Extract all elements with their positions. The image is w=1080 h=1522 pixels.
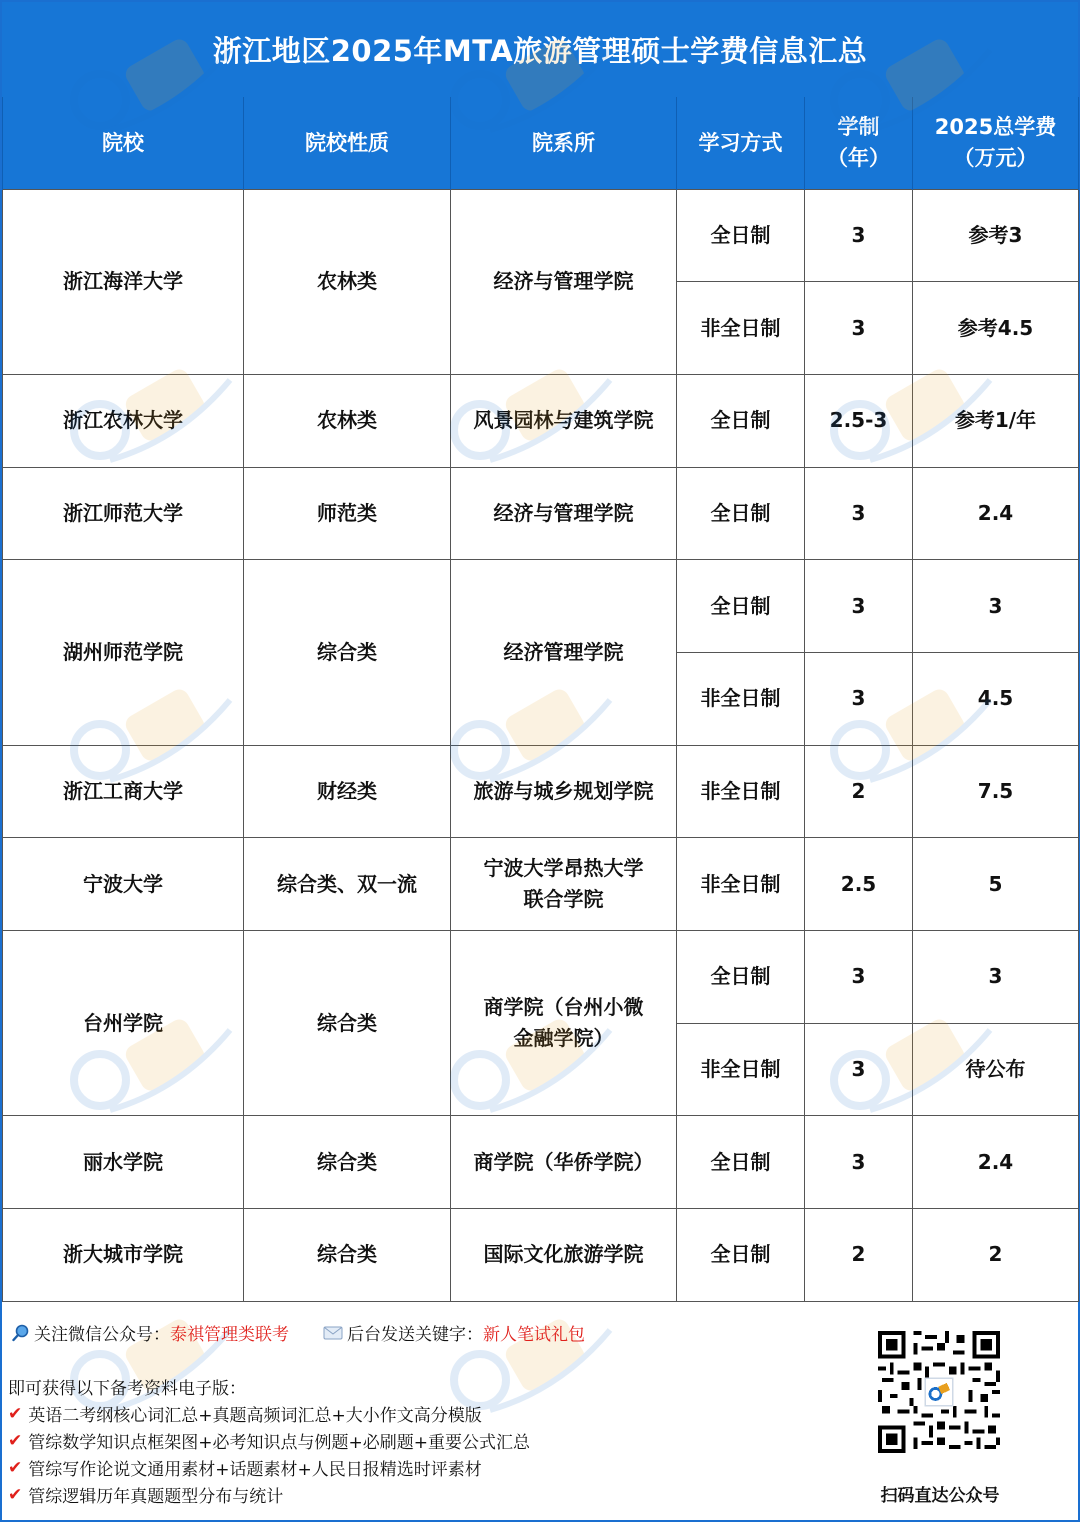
follow-label: 关注微信公众号： <box>34 1325 170 1345</box>
table-row <box>3 931 1079 1024</box>
cell-fee: 参考4.5 <box>913 282 1079 375</box>
list-item: ✔ 英语二考纲核心词汇总+真题高频词汇总+大小作文高分模版 <box>8 1403 482 1426</box>
cell-mode: 全日制 <box>677 560 805 653</box>
send-label: 后台发送关键字： <box>347 1325 483 1345</box>
cell-fee: 参考1/年 <box>913 374 1079 467</box>
cell-school: 湖州师范学院 <box>3 560 244 745</box>
header-dept: 院系所 <box>451 97 677 189</box>
cell-mode: 非全日制 <box>677 652 805 745</box>
cell-school: 浙江师范大学 <box>3 467 244 560</box>
search-icon <box>12 1324 30 1342</box>
table-row <box>3 374 1079 467</box>
cell-nature: 农林类 <box>244 189 451 374</box>
cell-mode: 全日制 <box>677 374 805 467</box>
list-item: ✔ 管综逻辑历年真题题型分布与统计 <box>8 1484 284 1507</box>
cell-mode: 全日制 <box>677 1209 805 1302</box>
table-row <box>3 1209 1079 1302</box>
cell-mode: 全日制 <box>677 931 805 1024</box>
check-icon: ✔ <box>8 1430 23 1451</box>
table-row <box>3 467 1079 560</box>
cell-nature: 财经类 <box>244 745 451 838</box>
cell-dept: 经济与管理学院 <box>451 189 677 374</box>
cell-duration: 3 <box>805 1116 913 1209</box>
cell-duration: 3 <box>805 282 913 375</box>
envelope-icon <box>323 1326 343 1340</box>
cell-nature: 综合类 <box>244 1209 451 1302</box>
cell-nature: 综合类 <box>244 560 451 745</box>
cell-mode: 全日制 <box>677 189 805 282</box>
resources-intro: 即可获得以下备考资料电子版： <box>8 1379 246 1399</box>
cell-fee: 2.4 <box>913 1116 1079 1209</box>
table-row <box>3 838 1079 931</box>
header-school: 院校 <box>3 97 244 189</box>
cell-school: 浙江海洋大学 <box>3 189 244 374</box>
cell-fee: 3 <box>913 560 1079 653</box>
cell-duration: 3 <box>805 560 913 653</box>
table-row <box>3 189 1079 282</box>
follow-account: 泰祺管理类联考 <box>170 1325 289 1345</box>
cell-dept: 经济与管理学院 <box>451 467 677 560</box>
list-item: ✔ 管综写作论说文通用素材+话题素材+人民日报精选时评素材 <box>8 1457 482 1480</box>
cell-school: 台州学院 <box>3 931 244 1116</box>
qr-caption: 扫码直达公众号 <box>880 1486 1000 1506</box>
cell-fee: 7.5 <box>913 745 1079 838</box>
cell-mode: 全日制 <box>677 467 805 560</box>
cell-duration: 3 <box>805 652 913 745</box>
check-icon: ✔ <box>8 1403 23 1424</box>
table-row <box>3 1116 1079 1209</box>
cell-fee: 3 <box>913 931 1079 1024</box>
send-keyword: 新人笔试礼包 <box>483 1325 585 1345</box>
table-row <box>3 745 1079 838</box>
check-icon: ✔ <box>8 1457 23 1478</box>
cell-dept: 商学院（华侨学院） <box>451 1116 677 1209</box>
page-title: 浙江地区2025年MTA旅游管理硕士学费信息汇总 <box>2 2 1078 97</box>
cell-duration: 2.5-3 <box>805 374 913 467</box>
cell-mode: 非全日制 <box>677 1023 805 1116</box>
cell-nature: 综合类 <box>244 931 451 1116</box>
cell-school: 浙大城市学院 <box>3 1209 244 1302</box>
cell-school: 宁波大学 <box>3 838 244 931</box>
table-row <box>3 560 1079 653</box>
cell-fee: 待公布 <box>913 1023 1079 1116</box>
resource-list <box>8 1400 530 1508</box>
header-fee: 2025总学费 （万元） <box>913 97 1079 189</box>
cell-duration: 3 <box>805 189 913 282</box>
cell-dept: 风景园林与建筑学院 <box>451 374 677 467</box>
cell-duration: 3 <box>805 1023 913 1116</box>
cell-fee: 4.5 <box>913 652 1079 745</box>
cell-mode: 非全日制 <box>677 838 805 931</box>
cell-dept: 商学院（台州小微 金融学院） <box>451 931 677 1116</box>
header-nature: 院校性质 <box>244 97 451 189</box>
cell-fee: 参考3 <box>913 189 1079 282</box>
cell-mode: 非全日制 <box>677 282 805 375</box>
cell-fee: 2.4 <box>913 467 1079 560</box>
check-icon: ✔ <box>8 1484 23 1505</box>
cell-nature: 综合类 <box>244 1116 451 1209</box>
cell-dept: 经济管理学院 <box>451 560 677 745</box>
cell-dept: 国际文化旅游学院 <box>451 1209 677 1302</box>
cell-nature: 综合类、双一流 <box>244 838 451 931</box>
cell-mode: 全日制 <box>677 1116 805 1209</box>
cell-fee: 2 <box>913 1209 1079 1302</box>
cell-duration: 3 <box>805 931 913 1024</box>
list-item: ✔ 管综数学知识点框架图+必考知识点与例题+必刷题+重要公式汇总 <box>8 1430 530 1453</box>
cell-dept: 旅游与城乡规划学院 <box>451 745 677 838</box>
cell-dept: 宁波大学昂热大学 联合学院 <box>451 838 677 931</box>
cell-duration: 3 <box>805 467 913 560</box>
header-mode: 学习方式 <box>677 97 805 189</box>
cell-mode: 非全日制 <box>677 745 805 838</box>
table-header-row <box>3 97 1079 189</box>
cell-duration: 2.5 <box>805 838 913 931</box>
cell-school: 丽水学院 <box>3 1116 244 1209</box>
header-duration: 学制 （年） <box>805 97 913 189</box>
cell-school: 浙江工商大学 <box>3 745 244 838</box>
footer-promo <box>2 1302 1078 1520</box>
cell-nature: 师范类 <box>244 467 451 560</box>
cell-nature: 农林类 <box>244 374 451 467</box>
qr-code-icon[interactable] <box>873 1327 1005 1457</box>
cell-school: 浙江农林大学 <box>3 374 244 467</box>
cell-duration: 2 <box>805 1209 913 1302</box>
tuition-table <box>2 97 1079 1302</box>
follow-line <box>12 1320 585 1345</box>
cell-duration: 2 <box>805 745 913 838</box>
cell-fee: 5 <box>913 838 1079 931</box>
